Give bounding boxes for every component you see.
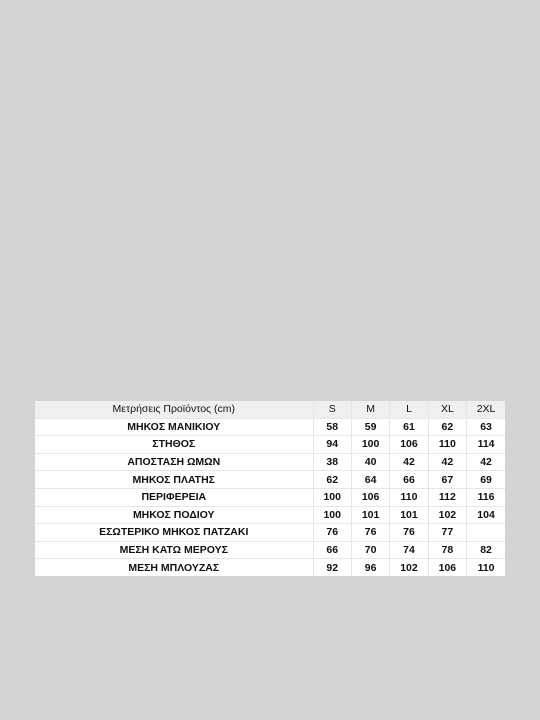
row-value: 104 [467,506,505,524]
row-label: ΣΤΗΘΟΣ [35,436,313,454]
row-value: 70 [351,541,389,559]
row-label: ΜΕΣΗ ΚΑΤΩ ΜΕΡΟΥΣ [35,541,313,559]
row-value: 62 [313,471,351,489]
row-value [467,524,505,542]
size-chart-table [35,401,505,576]
row-value: 61 [390,418,428,436]
row-value: 100 [351,436,389,454]
row-value: 102 [390,559,428,576]
row-value: 114 [467,436,505,454]
row-value: 59 [351,418,389,436]
row-value: 82 [467,541,505,559]
row-value: 76 [313,524,351,542]
table-row [35,559,505,576]
size-header-l: L [390,401,428,418]
size-header-xl: XL [428,401,466,418]
row-value: 112 [428,488,466,506]
row-label: ΜΗΚΟΣ ΜΑΝΙΚΙΟΥ [35,418,313,436]
size-header-2xl: 2XL [467,401,505,418]
row-value: 100 [313,506,351,524]
row-label: ΜΗΚΟΣ ΠΟΔΙΟΥ [35,506,313,524]
row-value: 42 [467,453,505,471]
row-value: 101 [351,506,389,524]
row-value: 63 [467,418,505,436]
row-value: 77 [428,524,466,542]
row-label: ΠΕΡΙΦΕΡΕΙΑ [35,488,313,506]
row-value: 76 [351,524,389,542]
row-value: 42 [428,453,466,471]
table-row [35,524,505,542]
table-title: Μετρήσεις Προϊόντος (cm) [35,401,313,418]
row-value: 78 [428,541,466,559]
row-value: 102 [428,506,466,524]
row-value: 106 [428,559,466,576]
row-value: 110 [477,561,495,574]
row-value: 110 [428,436,466,454]
row-value: 100 [313,488,351,506]
row-value: 66 [313,541,351,559]
row-value: 101 [390,506,428,524]
row-value: 106 [351,488,389,506]
row-value: 116 [467,488,505,506]
table-row [35,471,505,489]
row-value: 64 [351,471,389,489]
row-label: ΜΗΚΟΣ ΠΛΑΤΗΣ [35,471,313,489]
row-value: 67 [428,471,466,489]
row-label: ΕΣΩΤΕΡΙΚΟ ΜΗΚΟΣ ΠΑΤΖΑΚΙ [35,524,313,542]
row-label: ΜΕΣΗ ΜΠΛΟΥΖΑΣ [35,559,313,576]
row-label: ΑΠΟΣΤΑΣΗ ΩΜΩΝ [35,453,313,471]
row-value: 76 [390,524,428,542]
row-value: 66 [390,471,428,489]
table-row [35,418,505,436]
row-value: 110 [390,488,428,506]
row-value: 42 [390,453,428,471]
row-value: 58 [313,418,351,436]
row-value: 96 [351,559,389,576]
size-header-s: S [313,401,351,418]
row-value: 40 [351,453,389,471]
row-value: 92 [313,559,351,576]
row-value: 62 [428,418,466,436]
table-header-row [35,401,505,418]
row-value: 69 [467,471,505,489]
size-header-m: M [351,401,389,418]
row-value: 74 [390,541,428,559]
row-value: 94 [313,436,351,454]
row-value: 106 [390,436,428,454]
table-row [35,506,505,524]
row-value: 38 [313,453,351,471]
table-row [35,453,505,471]
table-row [35,541,505,559]
table-row [35,436,505,454]
table-row [35,488,505,506]
